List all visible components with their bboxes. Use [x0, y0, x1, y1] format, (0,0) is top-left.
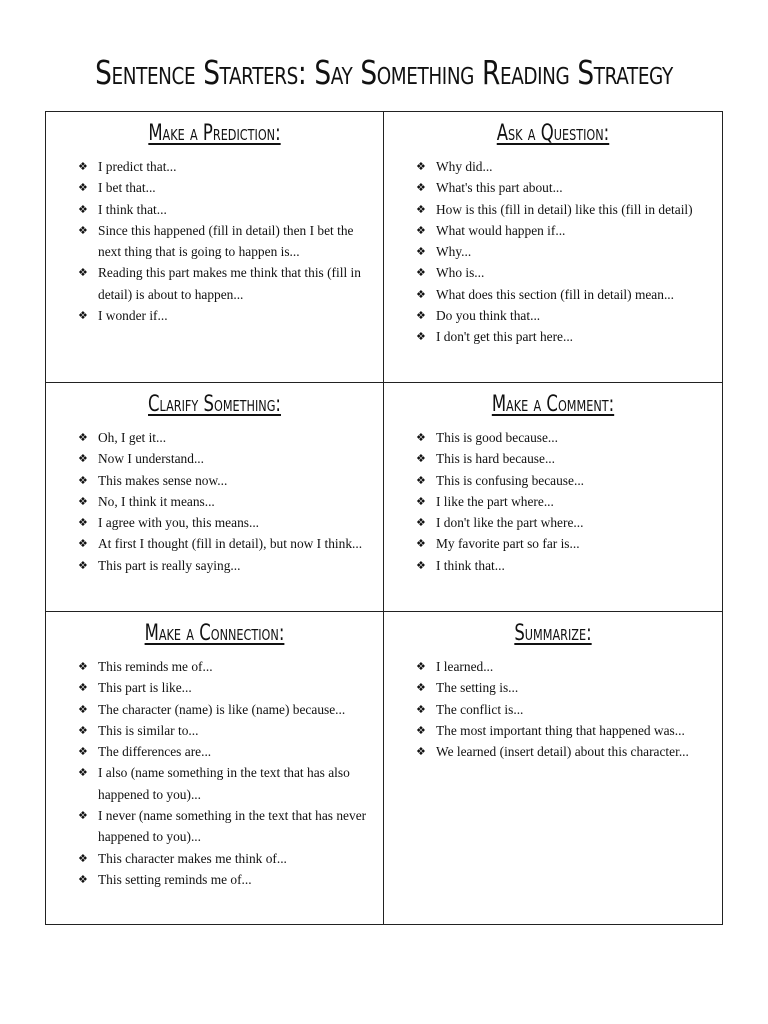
list-item-text: My favorite part so far is...: [436, 536, 580, 552]
diamond-bullet-icon: ❖: [78, 537, 88, 551]
list-item-text: At first I thought (fill in detail), but now I think...: [98, 536, 363, 552]
list-item-text: The character (name) is like (name) because...: [98, 701, 346, 717]
diamond-bullet-icon: ❖: [78, 309, 88, 323]
diamond-bullet-icon: ❖: [416, 181, 426, 195]
section-heading: Make a Connection:: [144, 621, 285, 646]
section-heading: Summarize:: [514, 621, 592, 646]
list-item-text: I learned...: [436, 659, 494, 674]
list-item: [78, 805, 373, 848]
list-item-text: Who is...: [436, 265, 485, 281]
list-item: [78, 199, 373, 220]
list-item: [416, 448, 712, 469]
diamond-bullet-icon: ❖: [416, 266, 426, 280]
list-item: [416, 512, 712, 533]
sentence-starter-list: [416, 656, 712, 762]
list-item: [78, 262, 373, 305]
strategy-grid: [45, 111, 723, 925]
diamond-bullet-icon: ❖: [78, 494, 88, 508]
list-item: [416, 720, 712, 741]
list-item: [416, 199, 712, 220]
list-item-text: The differences are...: [98, 744, 212, 760]
grid-row: [46, 383, 722, 612]
list-item-text: This reminds me of...: [98, 659, 213, 674]
diamond-bullet-icon: ❖: [416, 745, 426, 759]
section-clarify-something: [46, 383, 384, 611]
list-item-text: This is confusing because...: [436, 472, 585, 488]
diamond-bullet-icon: ❖: [78, 745, 88, 759]
list-item-text: The most important thing that happened was...: [436, 722, 685, 738]
diamond-bullet-icon: ❖: [416, 452, 426, 466]
grid-row: [46, 112, 722, 383]
diamond-bullet-icon: ❖: [416, 431, 426, 444]
list-item-text: This makes sense now...: [98, 472, 228, 488]
sentence-starter-list: [416, 427, 712, 576]
sentence-starter-list: [78, 656, 373, 890]
list-item-text: I don't get this part here...: [436, 329, 574, 345]
diamond-bullet-icon: ❖: [416, 660, 426, 673]
list-item: [78, 656, 373, 677]
list-item: [416, 741, 712, 762]
list-item: [78, 448, 373, 469]
diamond-bullet-icon: ❖: [78, 660, 88, 673]
list-item-text: This is similar to...: [98, 722, 199, 738]
diamond-bullet-icon: ❖: [416, 245, 426, 259]
diamond-bullet-icon: ❖: [78, 558, 88, 572]
diamond-bullet-icon: ❖: [416, 558, 426, 572]
list-item: [78, 491, 373, 512]
list-item: [78, 555, 373, 576]
list-item-text: I think that...: [436, 557, 505, 573]
section-summarize: [384, 612, 722, 924]
diamond-bullet-icon: ❖: [416, 223, 426, 237]
diamond-bullet-icon: ❖: [78, 872, 88, 886]
list-item-text: Why did...: [436, 159, 493, 174]
diamond-bullet-icon: ❖: [78, 809, 88, 823]
diamond-bullet-icon: ❖: [78, 723, 88, 737]
list-item-text: I agree with you, this means...: [98, 515, 260, 531]
list-item-text: This part is really saying...: [98, 557, 241, 573]
sentence-starter-list: [416, 156, 712, 348]
section-heading: Ask a Question:: [496, 121, 610, 146]
list-item-text: I never (name something in the text that has never happened to you)...: [98, 808, 367, 845]
section-heading: Clarify Something:: [148, 392, 281, 417]
list-item-text: Since this happened (fill in detail) then I bet the next thing that is going to happen is...: [98, 222, 354, 260]
list-item-text: I don't like the part where...: [436, 515, 584, 531]
list-item-text: This is hard because...: [436, 451, 555, 467]
list-item: [416, 533, 712, 554]
diamond-bullet-icon: ❖: [416, 330, 426, 344]
list-item-text: I like the part where...: [436, 493, 554, 509]
diamond-bullet-icon: ❖: [78, 431, 88, 444]
list-item: [78, 220, 373, 263]
section-ask-a-question: [384, 112, 722, 382]
diamond-bullet-icon: ❖: [78, 516, 88, 530]
list-item: [416, 699, 712, 720]
diamond-bullet-icon: ❖: [416, 516, 426, 530]
diamond-bullet-icon: ❖: [78, 681, 88, 695]
list-item: [78, 720, 373, 741]
diamond-bullet-icon: ❖: [78, 452, 88, 466]
page-title: Sentence Starters: Say Something Reading Strategy: [95, 53, 673, 92]
diamond-bullet-icon: ❖: [416, 702, 426, 716]
diamond-bullet-icon: ❖: [78, 181, 88, 195]
grid-row: [46, 612, 722, 924]
diamond-bullet-icon: ❖: [416, 494, 426, 508]
list-item-text: The setting is...: [436, 680, 519, 696]
list-item: [78, 177, 373, 198]
section-make-a-connection: [46, 612, 384, 924]
list-item: [78, 470, 373, 491]
list-item: [416, 241, 712, 262]
list-item: [78, 305, 373, 326]
list-item-text: What does this section (fill in detail) mean...: [436, 286, 674, 302]
list-item: [78, 741, 373, 762]
diamond-bullet-icon: ❖: [78, 766, 88, 780]
diamond-bullet-icon: ❖: [78, 473, 88, 487]
diamond-bullet-icon: ❖: [78, 702, 88, 716]
list-item-text: The conflict is...: [436, 701, 524, 717]
list-item: [78, 699, 373, 720]
list-item-text: What's this part about...: [436, 180, 563, 196]
list-item: [416, 156, 712, 177]
diamond-bullet-icon: ❖: [416, 160, 426, 173]
diamond-bullet-icon: ❖: [78, 851, 88, 865]
list-item: [416, 470, 712, 491]
list-item: [78, 533, 373, 554]
list-item: [416, 677, 712, 698]
sentence-starter-list: [78, 156, 373, 326]
list-item-text: I wonder if...: [98, 308, 168, 324]
list-item-text: Reading this part makes me think that this (fill in detail) is about to happen...: [98, 265, 361, 302]
sentence-starter-list: [78, 427, 373, 576]
list-item-text: How is this (fill in detail) like this (fill in detail): [436, 201, 693, 217]
diamond-bullet-icon: ❖: [416, 202, 426, 216]
list-item-text: This part is like...: [98, 680, 192, 696]
list-item-text: This is good because...: [436, 430, 558, 445]
list-item-text: Do you think that...: [436, 308, 541, 324]
list-item: [78, 156, 373, 177]
list-item: [416, 262, 712, 283]
list-item: [416, 177, 712, 198]
list-item-text: Why...: [436, 244, 472, 260]
diamond-bullet-icon: ❖: [416, 287, 426, 301]
list-item: [416, 326, 712, 347]
list-item-text: This character makes me think of...: [98, 850, 287, 866]
list-item-text: Now I understand...: [98, 451, 204, 467]
diamond-bullet-icon: ❖: [416, 473, 426, 487]
list-item: [78, 427, 373, 448]
diamond-bullet-icon: ❖: [416, 537, 426, 551]
list-item-text: I predict that...: [98, 159, 177, 174]
section-make-a-comment: [384, 383, 722, 611]
list-item: [78, 762, 373, 805]
diamond-bullet-icon: ❖: [78, 223, 88, 237]
list-item-text: This setting reminds me of...: [98, 871, 252, 887]
section-make-a-prediction: [46, 112, 384, 382]
list-item: [416, 656, 712, 677]
list-item-text: Oh, I get it...: [98, 430, 167, 445]
diamond-bullet-icon: ❖: [78, 160, 88, 173]
list-item: [416, 491, 712, 512]
diamond-bullet-icon: ❖: [416, 309, 426, 323]
list-item-text: I think that...: [98, 201, 167, 217]
section-heading: Make a Prediction:: [148, 121, 281, 146]
list-item: [416, 427, 712, 448]
list-item: [78, 512, 373, 533]
list-item: [416, 555, 712, 576]
list-item-text: I bet that...: [98, 180, 156, 196]
list-item-text: No, I think it means...: [98, 493, 215, 509]
list-item: [78, 869, 373, 890]
list-item-text: What would happen if...: [436, 222, 566, 238]
list-item: [78, 677, 373, 698]
list-item: [416, 220, 712, 241]
list-item-text: I also (name something in the text that has also happened to you)...: [98, 765, 350, 802]
diamond-bullet-icon: ❖: [416, 681, 426, 695]
diamond-bullet-icon: ❖: [78, 266, 88, 280]
diamond-bullet-icon: ❖: [78, 202, 88, 216]
list-item: [78, 848, 373, 869]
section-heading: Make a Comment:: [491, 392, 615, 417]
list-item: [416, 284, 712, 305]
list-item-text: We learned (insert detail) about this character...: [436, 744, 689, 760]
list-item: [416, 305, 712, 326]
diamond-bullet-icon: ❖: [416, 723, 426, 737]
